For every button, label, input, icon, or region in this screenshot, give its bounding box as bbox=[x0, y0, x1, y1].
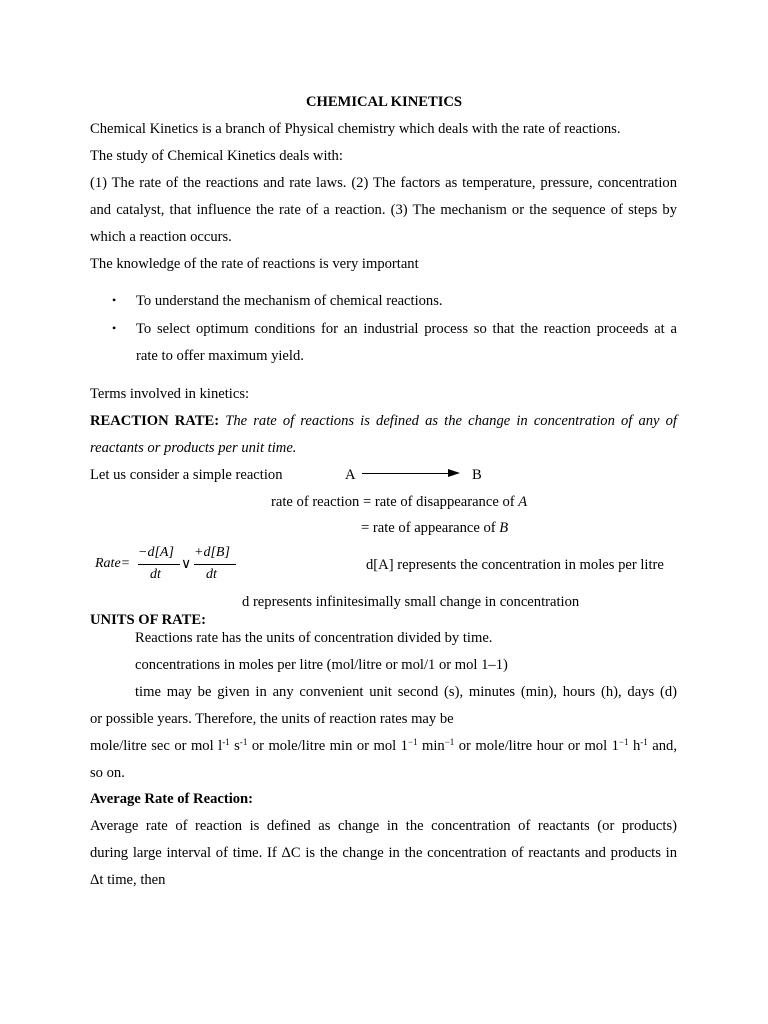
average-rate-line-1: Average rate of reaction is defined as change in the concentration of reactants (or products) bbox=[90, 818, 677, 834]
bullet-item-1: To understand the mechanism of chemical reactions. bbox=[136, 293, 443, 309]
reaction-rate-label: REACTION RATE: bbox=[90, 413, 220, 429]
reaction-rate-line-1 bbox=[90, 412, 677, 430]
bullet-item-2-line-2: rate to offer maximum yield. bbox=[136, 348, 304, 364]
units-text: mole/litre sec or mol l bbox=[90, 738, 223, 754]
units-line-1: Reactions rate has the units of concentration divided by time. bbox=[135, 630, 493, 646]
units-text: s bbox=[229, 738, 240, 754]
units-text: or mole/litre hour or mol 1 bbox=[454, 738, 619, 754]
page-title: CHEMICAL KINETICS bbox=[305, 94, 463, 110]
units-superscript: −1 bbox=[444, 737, 455, 747]
product-label: B bbox=[472, 467, 482, 483]
units-heading: UNITS OF RATE: bbox=[90, 612, 206, 628]
units-line-5 bbox=[90, 737, 677, 755]
formula-denominator-1: dt bbox=[150, 567, 161, 582]
reaction-rate-definition: The rate of reactions is defined as the change in concentration of any of bbox=[225, 413, 677, 429]
formula-note-1: d[A] represents the concentration in moles per litre bbox=[366, 557, 664, 573]
formula-lhs: Rate= bbox=[95, 556, 131, 571]
reaction-arrow-icon bbox=[362, 473, 448, 474]
intro-line-3: (1) The rate of the reactions and rate laws. (2) The factors as temperature, pressure, concentration bbox=[90, 175, 677, 191]
reactant-label: A bbox=[345, 467, 356, 483]
units-superscript: −1 bbox=[407, 737, 418, 747]
intro-line-5: which a reaction occurs. bbox=[90, 229, 232, 245]
formula-or: ∨ bbox=[181, 557, 192, 572]
units-line-3: time may be given in any convenient unit second (s), minutes (min), hours (h), days (d) bbox=[135, 684, 677, 700]
arrow-head-icon bbox=[448, 469, 460, 477]
units-line-4: or possible years. Therefore, the units of reaction rates may be bbox=[90, 711, 454, 727]
units-text: and, bbox=[647, 738, 677, 754]
formula-denominator-2: dt bbox=[206, 567, 217, 582]
units-superscript: -1 bbox=[239, 737, 248, 747]
rate-equation-2-text: = rate of appearance of bbox=[361, 520, 500, 536]
rate-equation-1-var: A bbox=[518, 494, 528, 510]
bullet-marker: • bbox=[112, 321, 117, 335]
terms-heading: Terms involved in kinetics: bbox=[90, 386, 250, 402]
units-text: h bbox=[628, 738, 641, 754]
fraction-bar-2 bbox=[194, 564, 236, 565]
units-line-2: concentrations in moles per litre (mol/litre or mol/1 or mol 1–1) bbox=[135, 657, 508, 673]
average-rate-line-2: during large interval of time. If ΔC is the change in the concentration of reactants and products in bbox=[90, 845, 677, 861]
rate-equation-2 bbox=[361, 519, 508, 537]
average-rate-line-3: Δt time, then bbox=[90, 872, 166, 888]
units-line-6: so on. bbox=[90, 765, 125, 781]
bullet-marker: • bbox=[112, 293, 117, 307]
rate-equation-1-text: rate of reaction = rate of disappearance of bbox=[271, 494, 519, 510]
bullet-item-2-line-1: To select optimum conditions for an industrial process so that the reaction proceeds at a bbox=[136, 321, 677, 337]
intro-line-2: The study of Chemical Kinetics deals with: bbox=[90, 148, 343, 164]
simple-reaction-text: Let us consider a simple reaction bbox=[90, 467, 283, 483]
average-rate-heading: Average Rate of Reaction: bbox=[90, 791, 254, 807]
rate-equation-1 bbox=[271, 493, 527, 511]
formula-numerator-1: −d[A] bbox=[138, 545, 174, 560]
units-text: or mole/litre min or mol 1 bbox=[247, 738, 408, 754]
formula-note-2: d represents infinitesimally small change in concentration bbox=[242, 594, 580, 610]
units-superscript: -1 bbox=[222, 737, 230, 747]
formula-numerator-2: +d[B] bbox=[194, 545, 230, 560]
intro-line-1: Chemical Kinetics is a branch of Physical chemistry which deals with the rate of reactions. bbox=[90, 121, 621, 137]
intro-line-4: and catalyst, that influence the rate of a reaction. (3) The mechanism or the sequence of steps by bbox=[90, 202, 677, 218]
units-text: min bbox=[417, 738, 445, 754]
units-superscript: −1 bbox=[618, 737, 629, 747]
rate-equation-2-var: B bbox=[499, 520, 509, 536]
intro-line-6: The knowledge of the rate of reactions is very important bbox=[90, 256, 419, 272]
reaction-rate-line-2: reactants or products per unit time. bbox=[90, 440, 297, 456]
fraction-bar-1 bbox=[138, 564, 180, 565]
units-superscript: -1 bbox=[640, 737, 648, 747]
